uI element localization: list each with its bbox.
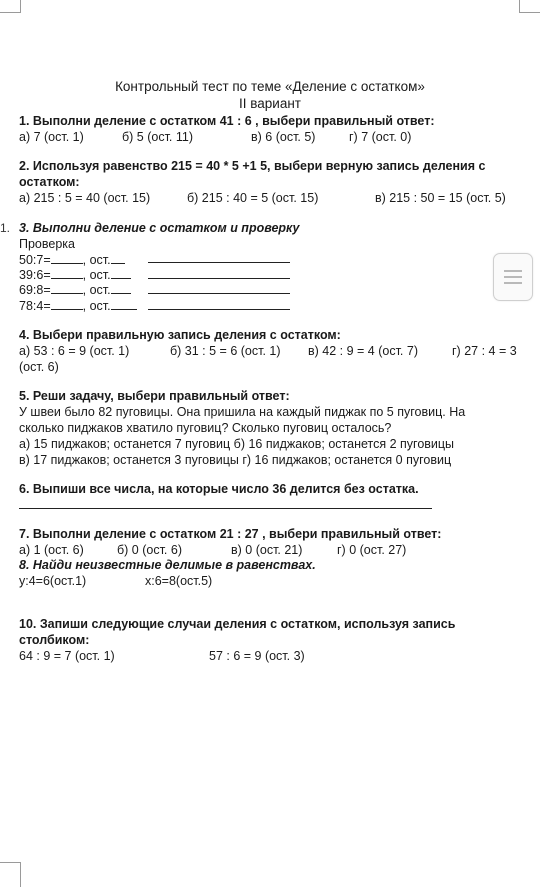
division-row xyxy=(19,252,125,268)
question-4-option-b: б) 31 : 5 = 6 (ост. 1) xyxy=(170,344,281,358)
remainder-label: , ост. xyxy=(82,268,111,282)
question-1-option-c: в) 6 (ост. 5) xyxy=(251,130,316,144)
question-4-option-d: г) 27 : 4 = 3 xyxy=(452,344,517,358)
margin-number: 1. xyxy=(0,221,11,235)
question-4-option-c: в) 42 : 9 = 4 (ост. 7) xyxy=(308,344,418,358)
page-corner-mark xyxy=(0,862,21,887)
division-expression: 69:8= xyxy=(19,283,51,297)
answer-blank[interactable] xyxy=(51,299,83,310)
question-4-option-d-cont: (ост. 6) xyxy=(19,360,59,374)
division-expression: 50:7= xyxy=(19,253,51,267)
question-5-text: 5. Реши задачу, выбери правильный ответ: xyxy=(19,389,290,403)
question-1-option-a: а) 7 (ост. 1) xyxy=(19,130,84,144)
remainder-label: , ост. xyxy=(82,283,111,297)
remainder-label: , ост. xyxy=(82,299,111,313)
question-5-body: У швеи было 82 пуговицы. Она пришила на каждый пиджак по 5 пуговиц. На xyxy=(19,405,466,419)
question-7-option-a: а) 1 (ост. 6) xyxy=(19,543,84,557)
question-7-text: 7. Выполни деление с остатком 21 : 27 , выбери правильный ответ: xyxy=(19,527,442,541)
question-5-body: сколько пиджаков хватило пуговиц? Сколько пуговиц осталось? xyxy=(19,421,392,435)
page-corner-mark xyxy=(0,0,21,13)
remainder-blank[interactable] xyxy=(111,283,131,294)
answer-blank[interactable] xyxy=(51,283,83,294)
question-7-option-b: б) 0 (ост. 6) xyxy=(117,543,182,557)
page-corner-mark xyxy=(519,0,540,13)
variant-label: II вариант xyxy=(239,96,301,111)
check-line[interactable] xyxy=(148,262,290,263)
question-1-option-b: б) 5 (ост. 11) xyxy=(122,130,194,144)
question-5-options: а) 15 пиджаков; останется 7 пуговиц б) 16 пиджаков; останется 2 пуговицы xyxy=(19,437,455,451)
division-row xyxy=(19,282,131,298)
question-8-equation-1: у:4=6(ост.1) xyxy=(19,574,87,588)
question-8-text: 8. Найди неизвестные делимые в равенствах. xyxy=(19,558,316,572)
question-2-text: 2. Используя равенство 215 = 40 * 5 +1 5, выбери верную запись деления с xyxy=(19,159,486,173)
division-row xyxy=(19,267,131,283)
answer-blank[interactable] xyxy=(51,253,83,264)
answer-line[interactable] xyxy=(19,508,432,509)
division-expression: 39:6= xyxy=(19,268,51,282)
check-line[interactable] xyxy=(148,309,290,310)
question-1-text: 1. Выполни деление с остатком 41 : 6 , выбери правильный ответ: xyxy=(19,114,435,128)
division-expression: 78:4= xyxy=(19,299,51,313)
remainder-blank[interactable] xyxy=(111,253,125,264)
hamburger-menu-icon[interactable] xyxy=(493,253,533,301)
question-2-text-cont: остатком: xyxy=(19,175,80,189)
check-line[interactable] xyxy=(148,278,290,279)
question-8-equation-2: х:6=8(ост.5) xyxy=(145,574,213,588)
question-6-text: 6. Выпиши все числа, на которые число 36 делится без остатка. xyxy=(19,482,419,496)
question-7-option-c: в) 0 (ост. 21) xyxy=(231,543,303,557)
remainder-blank[interactable] xyxy=(111,299,137,310)
question-4-text: 4. Выбери правильную запись деления с остатком: xyxy=(19,328,341,342)
question-1-option-d: г) 7 (ост. 0) xyxy=(349,130,412,144)
remainder-label: , ост. xyxy=(82,253,111,267)
question-3-text: 3. Выполни деление с остатком и проверку xyxy=(19,221,300,235)
division-row xyxy=(19,298,137,314)
question-4-option-a: а) 53 : 6 = 9 (ост. 1) xyxy=(19,344,130,358)
check-line[interactable] xyxy=(148,293,290,294)
page-title: Контрольный тест по теме «Деление с остатком» xyxy=(115,79,425,94)
question-2-option-a: а) 215 : 5 = 40 (ост. 15) xyxy=(19,191,151,205)
question-5-options: в) 17 пиджаков; останется 3 пуговицы г) 16 пиджаков; останется 0 пуговиц xyxy=(19,453,452,467)
question-7-option-d: г) 0 (ост. 27) xyxy=(337,543,407,557)
answer-blank[interactable] xyxy=(51,268,83,279)
question-10-text: 10. Запиши следующие случаи деления с остатком, используя запись xyxy=(19,617,456,631)
question-10-text-cont: столбиком: xyxy=(19,633,90,647)
question-10-equation-2: 57 : 6 = 9 (ост. 3) xyxy=(209,649,305,663)
remainder-blank[interactable] xyxy=(111,268,131,279)
question-2-option-b: б) 215 : 40 = 5 (ост. 15) xyxy=(187,191,319,205)
question-2-option-c: в) 215 : 50 = 15 (ост. 5) xyxy=(375,191,506,205)
check-label: Проверка xyxy=(19,237,75,251)
question-10-equation-1: 64 : 9 = 7 (ост. 1) xyxy=(19,649,115,663)
